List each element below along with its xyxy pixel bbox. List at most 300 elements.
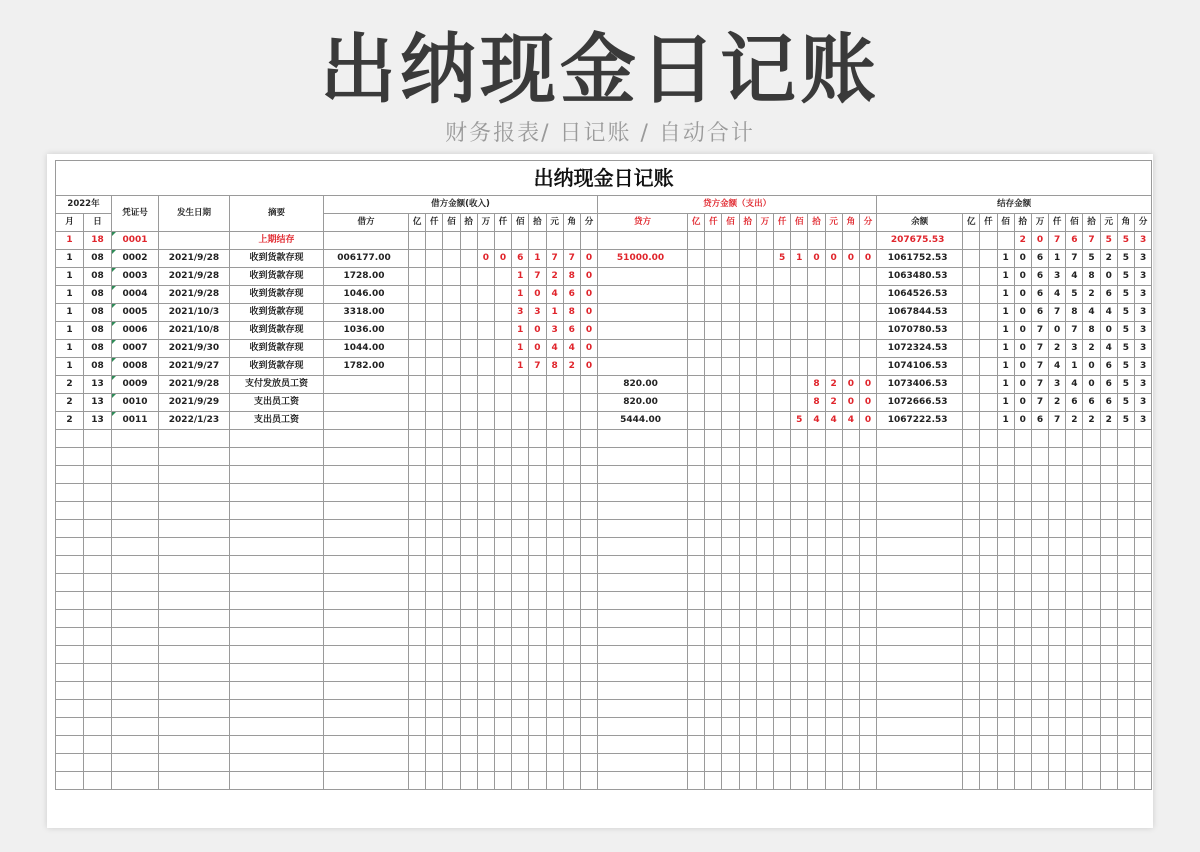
row-summary: 收到货款存现 [230, 358, 324, 376]
empty-cell [512, 430, 529, 448]
row-balance-digit: 7 [1031, 358, 1048, 376]
empty-cell [460, 772, 477, 790]
empty-cell [598, 682, 688, 700]
empty-cell [688, 610, 705, 628]
empty-cell [1083, 448, 1100, 466]
empty-cell [56, 646, 84, 664]
table-row [56, 268, 1152, 286]
row-credit-digit: 2 [825, 376, 842, 394]
row-debit-digit [580, 232, 597, 250]
row-balance-digit: 8 [1083, 268, 1100, 286]
empty-cell [580, 646, 597, 664]
empty-cell [859, 484, 876, 502]
row-balance-digit: 0 [1014, 304, 1031, 322]
row-balance-digit: 0 [1014, 286, 1031, 304]
row-credit-digit [739, 376, 756, 394]
row-debit-digit [512, 412, 529, 430]
row-month: 1 [56, 232, 84, 250]
row-balance: 1067844.53 [877, 304, 963, 322]
empty-cell [705, 430, 722, 448]
empty-cell [825, 466, 842, 484]
empty-cell [426, 502, 443, 520]
empty-cell [598, 520, 688, 538]
empty-cell [426, 664, 443, 682]
row-credit-digit [705, 394, 722, 412]
empty-cell [1066, 646, 1083, 664]
empty-cell [774, 646, 791, 664]
empty-cell [494, 718, 511, 736]
empty-cell [997, 448, 1014, 466]
header-credit-digit: 元 [825, 214, 842, 232]
row-summary: 上期结存 [230, 232, 324, 250]
empty-cell [426, 520, 443, 538]
empty-cell [494, 448, 511, 466]
empty-cell [598, 754, 688, 772]
empty-cell [1100, 646, 1117, 664]
row-balance-digit: 6 [1066, 232, 1083, 250]
empty-cell [1117, 664, 1134, 682]
empty-cell [477, 430, 494, 448]
row-balance-digit: 7 [1031, 340, 1048, 358]
row-balance-digit: 4 [1066, 376, 1083, 394]
empty-cell [688, 646, 705, 664]
row-debit-digit [494, 268, 511, 286]
empty-cell [877, 754, 963, 772]
row-debit-digit: 6 [563, 322, 580, 340]
row-balance-digit [997, 232, 1014, 250]
empty-cell [598, 448, 688, 466]
empty-cell [563, 646, 580, 664]
empty-cell [112, 592, 159, 610]
empty-cell [980, 430, 997, 448]
row-balance-digit: 3 [1049, 376, 1066, 394]
empty-cell [563, 520, 580, 538]
row-credit-digit [791, 304, 808, 322]
empty-cell [1031, 682, 1048, 700]
empty-cell [739, 646, 756, 664]
row-balance-digit: 2 [1066, 412, 1083, 430]
empty-cell [1083, 700, 1100, 718]
empty-cell [494, 430, 511, 448]
empty-cell [84, 484, 112, 502]
empty-cell [859, 772, 876, 790]
empty-cell [1100, 448, 1117, 466]
row-credit-digit [705, 232, 722, 250]
row-balance-digit: 6 [1100, 376, 1117, 394]
row-credit-digit [705, 340, 722, 358]
empty-cell [580, 538, 597, 556]
row-debit-digit: 2 [563, 358, 580, 376]
row-balance-digit: 5 [1117, 412, 1134, 430]
empty-cell [997, 610, 1014, 628]
empty-cell [1066, 592, 1083, 610]
row-credit-digit [688, 340, 705, 358]
row-balance-digit [963, 304, 980, 322]
empty-cell [546, 574, 563, 592]
empty-cell [774, 664, 791, 682]
row-voucher: 0008 [112, 358, 159, 376]
row-credit-digit [756, 268, 773, 286]
empty-cell [426, 772, 443, 790]
row-debit-digit [443, 394, 460, 412]
empty-cell [512, 754, 529, 772]
empty-cell [112, 520, 159, 538]
empty-cell [877, 718, 963, 736]
empty-cell [477, 772, 494, 790]
row-balance-digit: 7 [1049, 232, 1066, 250]
empty-cell [997, 628, 1014, 646]
empty-cell [842, 520, 859, 538]
ledger-sheet [47, 154, 1153, 828]
empty-cell [529, 592, 546, 610]
row-balance-digit: 3 [1135, 358, 1152, 376]
row-debit-digit [477, 376, 494, 394]
empty-cell [774, 520, 791, 538]
empty-cell [477, 646, 494, 664]
row-credit [598, 232, 688, 250]
empty-cell [1049, 700, 1066, 718]
row-debit-digit [563, 232, 580, 250]
row-voucher: 0006 [112, 322, 159, 340]
empty-cell [1014, 592, 1031, 610]
row-debit-digit [460, 268, 477, 286]
row-credit-digit [722, 394, 739, 412]
row-debit: 1782.00 [324, 358, 409, 376]
empty-cell [859, 574, 876, 592]
empty-cell [1117, 754, 1134, 772]
empty-cell [1014, 718, 1031, 736]
row-voucher: 0010 [112, 394, 159, 412]
row-credit-digit [825, 304, 842, 322]
empty-cell [529, 700, 546, 718]
row-credit-digit [774, 304, 791, 322]
empty-cell [774, 538, 791, 556]
empty-cell [1014, 430, 1031, 448]
empty-cell [1066, 430, 1083, 448]
empty-cell [688, 538, 705, 556]
empty-cell [1014, 700, 1031, 718]
row-debit-digit [494, 232, 511, 250]
empty-cell [859, 610, 876, 628]
empty-cell [808, 700, 825, 718]
row-debit-digit [563, 376, 580, 394]
empty-cell [705, 772, 722, 790]
row-credit-digit [705, 250, 722, 268]
empty-cell [580, 574, 597, 592]
empty-cell [230, 448, 324, 466]
empty-cell [859, 736, 876, 754]
empty-cell [563, 736, 580, 754]
empty-cell [688, 592, 705, 610]
empty-cell [324, 592, 409, 610]
empty-cell [443, 592, 460, 610]
empty-cell [84, 430, 112, 448]
row-debit-digit [409, 322, 426, 340]
row-debit-digit [460, 358, 477, 376]
empty-cell [112, 538, 159, 556]
empty-cell [1135, 520, 1152, 538]
row-summary: 收到货款存现 [230, 340, 324, 358]
row-debit-digit: 1 [512, 340, 529, 358]
empty-cell [1135, 538, 1152, 556]
row-balance-digit: 0 [1014, 376, 1031, 394]
empty-cell [825, 556, 842, 574]
empty-cell [1014, 484, 1031, 502]
empty-cell [477, 700, 494, 718]
row-debit-digit: 0 [580, 304, 597, 322]
empty-cell [1049, 592, 1066, 610]
empty-cell [563, 700, 580, 718]
empty-cell [598, 430, 688, 448]
empty-cell [529, 484, 546, 502]
empty-cell [756, 430, 773, 448]
empty-cell [842, 718, 859, 736]
row-credit-digit [705, 412, 722, 430]
row-balance-digit [980, 322, 997, 340]
empty-cell [842, 628, 859, 646]
empty-cell [722, 772, 739, 790]
empty-cell [1066, 700, 1083, 718]
row-credit-digit [739, 358, 756, 376]
empty-cell [997, 466, 1014, 484]
empty-cell [1135, 754, 1152, 772]
empty-cell [1031, 628, 1048, 646]
empty-cell [963, 574, 980, 592]
empty-cell [598, 556, 688, 574]
empty-cell [688, 700, 705, 718]
row-credit-digit [722, 358, 739, 376]
row-debit-digit [426, 376, 443, 394]
empty-cell [705, 574, 722, 592]
empty-cell [859, 700, 876, 718]
empty-cell [1049, 664, 1066, 682]
row-debit-digit [426, 250, 443, 268]
row-balance-digit: 6 [1100, 394, 1117, 412]
empty-cell [580, 754, 597, 772]
empty-cell [512, 592, 529, 610]
empty-cell [1100, 538, 1117, 556]
row-debit-digit [529, 232, 546, 250]
row-debit-digit [494, 358, 511, 376]
row-credit-digit: 2 [825, 394, 842, 412]
row-voucher: 0002 [112, 250, 159, 268]
empty-cell [580, 700, 597, 718]
row-debit-digit: 1 [546, 304, 563, 322]
empty-cell [56, 628, 84, 646]
empty-cell [1014, 448, 1031, 466]
empty-cell [774, 592, 791, 610]
empty-cell [859, 664, 876, 682]
row-debit-digit [477, 268, 494, 286]
row-debit: 1036.00 [324, 322, 409, 340]
empty-cell [1031, 448, 1048, 466]
empty-cell [980, 628, 997, 646]
empty-cell [324, 628, 409, 646]
empty-cell [808, 520, 825, 538]
empty-cell [1014, 664, 1031, 682]
row-debit-digit [477, 232, 494, 250]
row-balance-digit: 2 [1083, 286, 1100, 304]
row-balance-digit: 0 [1083, 358, 1100, 376]
row-debit-digit [409, 376, 426, 394]
row-balance-digit: 3 [1135, 412, 1152, 430]
empty-cell [529, 772, 546, 790]
row-debit-digit: 4 [546, 286, 563, 304]
row-debit-digit [443, 268, 460, 286]
header-balance-digit: 亿 [963, 214, 980, 232]
empty-cell [997, 736, 1014, 754]
row-credit-digit: 8 [808, 376, 825, 394]
row-debit-digit [443, 358, 460, 376]
empty-cell [426, 556, 443, 574]
empty-cell [842, 736, 859, 754]
empty-cell [842, 592, 859, 610]
empty-cell [739, 754, 756, 772]
row-summary: 收到货款存现 [230, 250, 324, 268]
empty-cell [477, 736, 494, 754]
empty-cell [512, 646, 529, 664]
row-debit-digit [426, 412, 443, 430]
empty-cell [1031, 754, 1048, 772]
row-credit-digit [739, 340, 756, 358]
empty-cell [1117, 772, 1134, 790]
header-debit-digit: 角 [563, 214, 580, 232]
empty-cell [426, 628, 443, 646]
row-debit: 1728.00 [324, 268, 409, 286]
row-balance-digit: 3 [1049, 268, 1066, 286]
empty-cell [722, 466, 739, 484]
empty-cell [409, 772, 426, 790]
empty-cell [1135, 628, 1152, 646]
row-balance-digit: 4 [1066, 268, 1083, 286]
empty-cell [580, 484, 597, 502]
row-balance-digit: 6 [1031, 286, 1048, 304]
row-balance-digit: 6 [1031, 304, 1048, 322]
empty-cell [56, 502, 84, 520]
empty-cell [756, 502, 773, 520]
empty-cell [877, 628, 963, 646]
empty-cell [808, 754, 825, 772]
empty-cell [1066, 718, 1083, 736]
empty-cell [1014, 538, 1031, 556]
empty-cell [426, 700, 443, 718]
row-balance: 1070780.53 [877, 322, 963, 340]
empty-cell [1135, 466, 1152, 484]
empty-cell [159, 592, 230, 610]
empty-cell [859, 718, 876, 736]
empty-cell [1135, 682, 1152, 700]
row-date: 2021/9/28 [159, 250, 230, 268]
empty-cell [56, 520, 84, 538]
empty-cell [529, 682, 546, 700]
row-month: 1 [56, 322, 84, 340]
empty-cell [580, 592, 597, 610]
empty-cell [443, 448, 460, 466]
empty-cell [563, 718, 580, 736]
row-summary: 支出员工资 [230, 412, 324, 430]
empty-cell [324, 430, 409, 448]
empty-cell [722, 718, 739, 736]
row-credit [598, 340, 688, 358]
empty-cell [563, 484, 580, 502]
empty-cell [230, 754, 324, 772]
empty-cell [1083, 538, 1100, 556]
table-row [56, 250, 1152, 268]
header-day: 日 [84, 214, 112, 232]
empty-cell [84, 718, 112, 736]
empty-cell [756, 574, 773, 592]
row-balance: 1061752.53 [877, 250, 963, 268]
empty-cell [460, 610, 477, 628]
empty-cell [825, 574, 842, 592]
empty-cell [409, 610, 426, 628]
empty-cell [443, 538, 460, 556]
empty-cell [997, 484, 1014, 502]
empty-cell [722, 574, 739, 592]
row-debit-digit: 0 [580, 268, 597, 286]
row-balance-digit: 2 [1083, 340, 1100, 358]
empty-cell [1135, 664, 1152, 682]
row-credit-digit [756, 304, 773, 322]
row-balance-digit: 0 [1014, 268, 1031, 286]
row-credit-digit [739, 322, 756, 340]
empty-cell [739, 484, 756, 502]
row-balance-digit: 1 [997, 268, 1014, 286]
empty-row [56, 754, 1152, 772]
row-voucher: 0004 [112, 286, 159, 304]
empty-cell [112, 430, 159, 448]
empty-cell [324, 682, 409, 700]
empty-cell [1014, 754, 1031, 772]
row-voucher: 0007 [112, 340, 159, 358]
empty-cell [1014, 574, 1031, 592]
empty-cell [980, 700, 997, 718]
empty-cell [580, 556, 597, 574]
empty-cell [980, 556, 997, 574]
empty-cell [997, 700, 1014, 718]
empty-cell [1083, 574, 1100, 592]
row-balance-digit: 5 [1117, 358, 1134, 376]
empty-cell [477, 502, 494, 520]
empty-cell [756, 628, 773, 646]
empty-cell [963, 718, 980, 736]
row-credit-digit [791, 268, 808, 286]
empty-cell [598, 628, 688, 646]
empty-cell [56, 718, 84, 736]
header-balance-digit: 仟 [1049, 214, 1066, 232]
empty-cell [963, 592, 980, 610]
row-date: 2021/9/27 [159, 358, 230, 376]
empty-cell [1100, 664, 1117, 682]
row-credit-digit [808, 268, 825, 286]
empty-cell [529, 430, 546, 448]
empty-row [56, 772, 1152, 790]
row-balance-digit: 0 [1014, 322, 1031, 340]
row-debit-digit [426, 394, 443, 412]
empty-cell [877, 610, 963, 628]
row-debit-digit [494, 394, 511, 412]
table-row [56, 394, 1152, 412]
row-credit-digit: 0 [859, 376, 876, 394]
empty-cell [1066, 664, 1083, 682]
empty-cell [56, 682, 84, 700]
empty-cell [808, 736, 825, 754]
table-row [56, 412, 1152, 430]
row-credit-digit [774, 232, 791, 250]
empty-cell [825, 700, 842, 718]
empty-cell [512, 520, 529, 538]
empty-cell [980, 502, 997, 520]
